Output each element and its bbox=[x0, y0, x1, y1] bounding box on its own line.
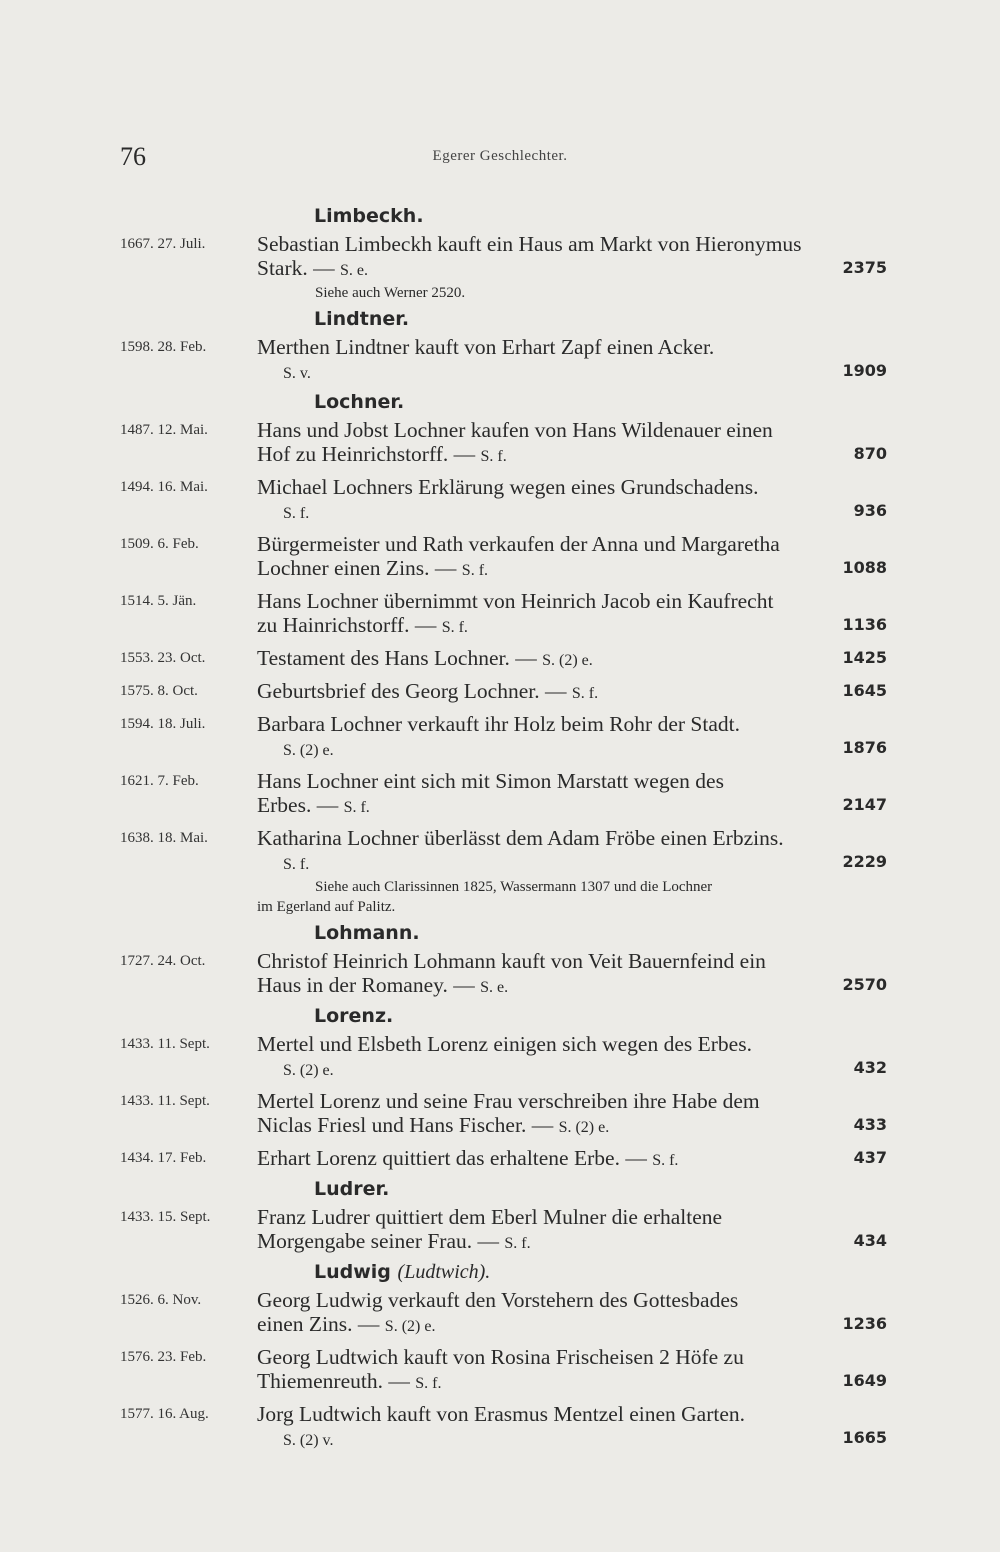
section-heading bbox=[314, 1256, 1000, 1288]
entry-siglum: S. f. bbox=[504, 1235, 531, 1252]
entry-line: Mertel und Elsbeth Lorenz einigen sich wegen des Erbes. bbox=[257, 1032, 752, 1056]
entry-line bbox=[257, 442, 905, 469]
entry-text bbox=[257, 1146, 905, 1173]
entry-siglum: S. f. bbox=[571, 685, 599, 702]
entry-line bbox=[257, 1229, 905, 1256]
entry-number: 2147 bbox=[842, 795, 887, 814]
entry-date: 1509. 6. Feb. bbox=[120, 536, 199, 552]
entry bbox=[0, 1288, 1000, 1339]
entry-date: 1621. 7. Feb. bbox=[120, 773, 199, 789]
running-title: Egerer Geschlechter. bbox=[432, 148, 568, 164]
entry-number: 434 bbox=[853, 1231, 887, 1250]
entry-siglum: S. (2) e. bbox=[283, 1062, 334, 1079]
entry-number: 1236 bbox=[842, 1314, 887, 1333]
entry-siglum: S. (2) e. bbox=[283, 742, 334, 759]
entry-line-text: Stark. — bbox=[257, 256, 341, 280]
entry-line bbox=[257, 850, 905, 877]
entry-date: 1514. 5. Jän. bbox=[120, 593, 197, 609]
entry-number: 936 bbox=[853, 501, 887, 520]
entry bbox=[0, 532, 1000, 583]
entry-line-text: Thiemenreuth. — bbox=[257, 1369, 416, 1393]
entry-line: Barbara Lochner verkauft ihr Holz beim Rohr der Stadt. bbox=[257, 712, 740, 736]
entry bbox=[0, 1402, 1000, 1453]
entry bbox=[0, 712, 1000, 763]
entry-line-text: Erhart Lorenz quittiert das erhaltene Erbe. — bbox=[257, 1146, 653, 1170]
entry-line: Sebastian Limbeckh kauft ein Haus am Markt von Hieronymus bbox=[257, 232, 802, 256]
entry bbox=[0, 1032, 1000, 1083]
entry-line-text: Testament des Hans Lochner. — bbox=[257, 646, 543, 670]
entry-number: 1665 bbox=[842, 1428, 887, 1447]
entry-line-text: einen Zins. — bbox=[257, 1312, 385, 1336]
entry-line: Bürgermeister und Rath verkaufen der Anna und Margaretha bbox=[257, 532, 780, 556]
entry-number: 432 bbox=[853, 1058, 887, 1077]
entry-line: Franz Ludrer quittiert dem Eberl Mulner die erhaltene bbox=[257, 1205, 723, 1229]
entry bbox=[0, 232, 1000, 283]
entry bbox=[0, 949, 1000, 1000]
entry-date: 1494. 16. Mai. bbox=[120, 479, 208, 495]
entry-text bbox=[257, 475, 905, 526]
see-also-note bbox=[257, 283, 905, 303]
section-heading: Lorenz. bbox=[314, 1005, 394, 1027]
entry-line bbox=[257, 556, 905, 583]
entry bbox=[0, 418, 1000, 469]
entry-text bbox=[257, 769, 905, 820]
entry-line bbox=[257, 613, 905, 640]
entry-siglum: S. e. bbox=[340, 262, 369, 279]
entry-line bbox=[257, 646, 905, 673]
entry-line: Hans Lochner eint sich mit Simon Marstatt wegen des bbox=[257, 769, 724, 793]
entry-siglum: S. v. bbox=[283, 365, 311, 382]
entry bbox=[0, 589, 1000, 640]
entry bbox=[0, 475, 1000, 526]
entry bbox=[0, 335, 1000, 386]
entry-number: 2570 bbox=[842, 975, 887, 994]
heading-text: Ludwig bbox=[314, 1261, 391, 1283]
entry-line-text: Lochner einen Zins. — bbox=[257, 556, 462, 580]
heading-variant: (Ludtwich). bbox=[397, 1261, 491, 1283]
entry-text bbox=[257, 589, 905, 640]
entry-line-text: zu Hainrichstorff. — bbox=[257, 613, 442, 637]
entry-number: 433 bbox=[853, 1115, 887, 1134]
entry-text bbox=[257, 1205, 905, 1256]
section-heading: Lochner. bbox=[314, 391, 405, 413]
entry-line-text: Haus in der Romaney. — bbox=[257, 973, 481, 997]
entry-line: Katharina Lochner überlässt dem Adam Fröbe einen Erbzins. bbox=[257, 826, 784, 850]
entry-date: 1577. 16. Aug. bbox=[120, 1406, 209, 1422]
page-content bbox=[0, 200, 1000, 1453]
entry-number: 1876 bbox=[842, 738, 887, 757]
entry-line bbox=[257, 1113, 905, 1140]
entry-line bbox=[257, 256, 905, 283]
entry-line: Christof Heinrich Lohmann kauft von Veit Bauernfeind ein bbox=[257, 949, 766, 973]
entry-line-text: Erbes. — bbox=[257, 793, 344, 817]
entry-siglum: S. f. bbox=[283, 505, 310, 522]
entry-text bbox=[257, 1032, 905, 1083]
entry-text bbox=[257, 1345, 905, 1396]
entry-number: 1088 bbox=[842, 558, 887, 577]
entry-line-text: Niclas Friesl und Hans Fischer. — bbox=[257, 1113, 559, 1137]
section-heading: Lohmann. bbox=[314, 922, 420, 944]
entry-line bbox=[257, 1369, 905, 1396]
entry-number: 1425 bbox=[842, 648, 887, 667]
entry-date: 1433. 15. Sept. bbox=[120, 1209, 211, 1225]
entry-text bbox=[257, 949, 905, 1000]
entry bbox=[0, 826, 1000, 877]
entry-siglum: S. f. bbox=[461, 562, 489, 579]
entry-line bbox=[257, 679, 905, 706]
entry-line: Georg Ludtwich kauft von Rosina Frischeisen 2 Höfe zu bbox=[257, 1345, 744, 1369]
note-line: im Egerland auf Palitz. bbox=[257, 899, 396, 915]
entry-siglum: S. (2) e. bbox=[542, 652, 593, 669]
entry-line-text: Geburtsbrief des Georg Lochner. — bbox=[257, 679, 572, 703]
entry-line: Hans und Jobst Lochner kaufen von Hans Wildenauer einen bbox=[257, 418, 773, 442]
entry bbox=[0, 1345, 1000, 1396]
entry-siglum: S. (2) e. bbox=[384, 1318, 436, 1335]
entry-line: Georg Ludwig verkauft den Vorstehern des Gottesbades bbox=[257, 1288, 739, 1312]
note-line: Siehe auch Clarissinnen 1825, Wassermann 1307 und die Lochner bbox=[315, 879, 713, 895]
entry-date: 1553. 23. Oct. bbox=[120, 650, 206, 666]
entry-date: 1598. 28. Feb. bbox=[120, 339, 207, 355]
entry-siglum: S. (2) v. bbox=[283, 1432, 334, 1449]
entry-line bbox=[257, 1312, 905, 1339]
entry-text bbox=[257, 826, 905, 877]
entry-number: 437 bbox=[853, 1148, 887, 1167]
entry-line bbox=[257, 1056, 905, 1083]
entry-text bbox=[257, 335, 905, 386]
page-header bbox=[0, 142, 1000, 182]
entry-line: Michael Lochners Erklärung wegen eines Grundschadens. bbox=[257, 475, 759, 499]
entry bbox=[0, 1205, 1000, 1256]
entry-number: 870 bbox=[853, 444, 887, 463]
section-heading: Limbeckh. bbox=[314, 205, 424, 227]
entry-date: 1576. 23. Feb. bbox=[120, 1349, 207, 1365]
entry-line bbox=[257, 973, 905, 1000]
entry-line-text: Morgengabe seiner Frau. — bbox=[257, 1229, 505, 1253]
entry-date: 1526. 6. Nov. bbox=[120, 1292, 202, 1308]
section-heading: Lindtner. bbox=[314, 308, 410, 330]
entry-text bbox=[257, 1089, 905, 1140]
entry bbox=[0, 679, 1000, 706]
entry-date: 1667. 27. Juli. bbox=[120, 236, 206, 252]
entry-line bbox=[257, 793, 905, 820]
entry-date: 1575. 8. Oct. bbox=[120, 683, 198, 699]
entry-date: 1594. 18. Juli. bbox=[120, 716, 206, 732]
entry bbox=[0, 769, 1000, 820]
entry-siglum: S. f. bbox=[441, 619, 468, 636]
section-heading: Ludrer. bbox=[314, 1178, 390, 1200]
entry-siglum: S. f. bbox=[652, 1152, 679, 1169]
entry-line: Mertel Lorenz und seine Frau verschreiben ihre Habe dem bbox=[257, 1089, 760, 1113]
entry-date: 1434. 17. Feb. bbox=[120, 1150, 207, 1166]
entry-text bbox=[257, 646, 905, 673]
entry-number: 1645 bbox=[842, 681, 887, 700]
entry-line bbox=[257, 1146, 905, 1173]
entry-text bbox=[257, 1402, 905, 1453]
entry-text bbox=[257, 712, 905, 763]
entry-date: 1433. 11. Sept. bbox=[120, 1036, 210, 1052]
entry-text bbox=[257, 418, 905, 469]
entry-siglum: S. f. bbox=[343, 799, 370, 816]
entry-line bbox=[257, 499, 905, 526]
entry-line: Merthen Lindtner kauft von Erhart Zapf einen Acker. bbox=[257, 335, 715, 359]
entry-number: 1649 bbox=[842, 1371, 887, 1390]
entry-number: 2375 bbox=[842, 258, 887, 277]
page-number: 76 bbox=[120, 142, 146, 171]
see-also-note bbox=[257, 877, 905, 917]
entry-number: 2229 bbox=[842, 852, 887, 871]
entry-line bbox=[257, 359, 905, 386]
entry-date: 1433. 11. Sept. bbox=[120, 1093, 210, 1109]
entry-number: 1909 bbox=[842, 361, 887, 380]
entry-line bbox=[257, 1426, 905, 1453]
entry-siglum: S. f. bbox=[283, 856, 310, 873]
entry-number: 1136 bbox=[842, 615, 887, 634]
entry-text bbox=[257, 532, 905, 583]
entry-text bbox=[257, 232, 905, 283]
entry bbox=[0, 646, 1000, 673]
entry-text bbox=[257, 679, 905, 706]
entry-date: 1487. 12. Mai. bbox=[120, 422, 208, 438]
entry-line-text: Hof zu Heinrichstorff. — bbox=[257, 442, 481, 466]
entry-siglum: S. f. bbox=[480, 448, 507, 465]
entry-text bbox=[257, 1288, 905, 1339]
entry-siglum: S. (2) e. bbox=[558, 1119, 610, 1136]
note-line: Siehe auch Werner 2520. bbox=[315, 285, 466, 301]
entry-date: 1638. 18. Mai. bbox=[120, 830, 208, 846]
entry-date: 1727. 24. Oct. bbox=[120, 953, 206, 969]
entry-line bbox=[257, 736, 905, 763]
entry bbox=[0, 1089, 1000, 1140]
entry-siglum: S. e. bbox=[480, 979, 509, 996]
entry-line: Jorg Ludtwich kauft von Erasmus Mentzel einen Garten. bbox=[257, 1402, 746, 1426]
entry-line: Hans Lochner übernimmt von Heinrich Jacob ein Kaufrecht bbox=[257, 589, 774, 613]
entry bbox=[0, 1146, 1000, 1173]
entry-siglum: S. f. bbox=[415, 1375, 442, 1392]
